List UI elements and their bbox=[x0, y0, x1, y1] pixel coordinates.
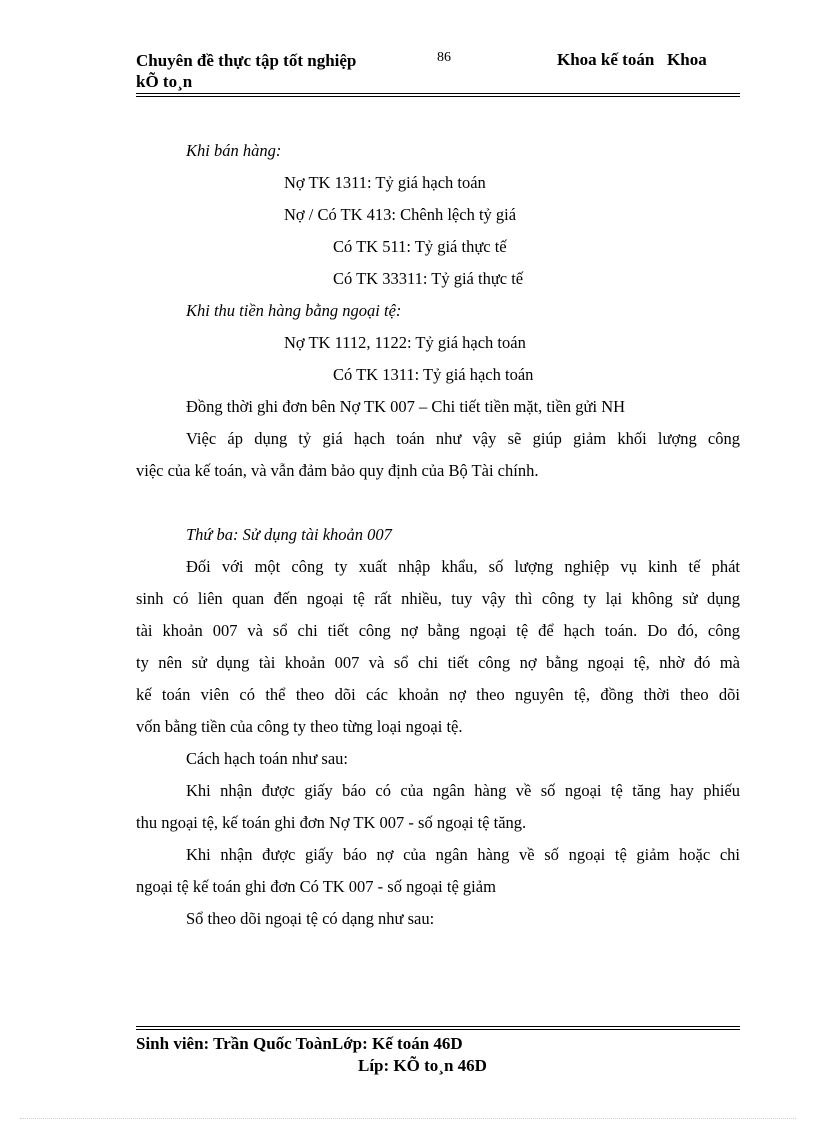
section-heading-account-007: Thứ ba: Sử dụng tài khoản 007 bbox=[186, 525, 392, 544]
paragraph-line: Khi nhận được giấy báo có của ngân hàng về số ngoại tệ tăng hay phiếu bbox=[186, 781, 740, 800]
paragraph-line: vốn bằng tiền của công ty theo từng loại ngoại tệ. bbox=[136, 717, 463, 736]
entry-line: Nợ TK 1112, 1122: Tỷ giá hạch toán bbox=[284, 333, 526, 352]
paragraph-line: ty nên sử dụng tài khoản 007 và sổ chi tiết công nợ bằng ngoại tệ, nhờ đó mà bbox=[136, 653, 740, 672]
entry-line: Có TK 511: Tỷ giá thực tế bbox=[333, 237, 507, 256]
header-subtitle: kÕ to¸n bbox=[136, 72, 193, 91]
entry-line: Có TK 1311: Tỷ giá hạch toán bbox=[333, 365, 534, 384]
paragraph-line: thu ngoại tệ, kế toán ghi đơn Nợ TK 007 - số ngoại tệ tăng. bbox=[136, 813, 527, 832]
paragraph-line: Đồng thời ghi đơn bên Nợ TK 007 – Chi tiết tiền mặt, tiền gửi NH bbox=[186, 397, 626, 416]
footer-student: Sinh viên: Trần Quốc ToànLớp: Kế toán 46D bbox=[136, 1034, 463, 1053]
paragraph-line: ngoại tệ kế toán ghi đơn Có TK 007 - số ngoại tệ giảm bbox=[136, 877, 496, 896]
section-heading-collection: Khi thu tiền hàng bằng ngoại tệ: bbox=[186, 301, 402, 320]
paragraph-line: Sổ theo dõi ngoại tệ có dạng như sau: bbox=[186, 909, 435, 928]
entry-line: Nợ TK 1311: Tỷ giá hạch toán bbox=[284, 173, 486, 192]
section-heading-sales: Khi bán hàng: bbox=[186, 141, 282, 160]
paragraph-line: Đối với một công ty xuất nhập khẩu, số lượng nghiệp vụ kinh tế phát bbox=[186, 557, 740, 576]
page-bottom-border bbox=[20, 1118, 796, 1119]
paragraph-line: tài khoản 007 và sổ chi tiết công nợ bằng ngoại tệ để hạch toán. Do đó, công bbox=[136, 621, 740, 640]
entry-line: Nợ / Có TK 413: Chênh lệch tỷ giá bbox=[284, 205, 517, 224]
header-rule-bottom bbox=[136, 96, 740, 97]
paragraph-line: sinh có liên quan đến ngoại tệ rất nhiều, tuy vậy thì công ty lại không sử dụng bbox=[136, 589, 740, 608]
header-title: Chuyên đề thực tập tốt nghiệp bbox=[136, 51, 357, 70]
paragraph-line: Cách hạch toán như sau: bbox=[186, 749, 348, 768]
header-rule-top bbox=[136, 93, 740, 94]
paragraph-line: việc của kế toán, và vẫn đảm bảo quy định của Bộ Tài chính. bbox=[136, 461, 539, 480]
paragraph-line: Khi nhận được giấy báo nợ của ngân hàng về số ngoại tệ giảm hoặc chi bbox=[186, 845, 740, 864]
page-number: 86 bbox=[437, 50, 451, 65]
paragraph-line: kế toán viên có thể theo dõi các khoản nợ theo nguyên tệ, đồng thời theo dõi bbox=[136, 685, 740, 704]
footer-class: Líp: KÕ to¸n 46D bbox=[358, 1056, 487, 1075]
header-right: Khoa kế toán Khoa bbox=[557, 50, 707, 69]
entry-line: Có TK 33311: Tỷ giá thực tế bbox=[333, 269, 524, 288]
footer-rule-top bbox=[136, 1026, 740, 1027]
header-left bbox=[136, 50, 356, 92]
footer-rule-bottom bbox=[136, 1029, 740, 1030]
paragraph-line: Việc áp dụng tỷ giá hạch toán như vậy sẽ giúp giảm khối lượng công bbox=[186, 429, 740, 448]
